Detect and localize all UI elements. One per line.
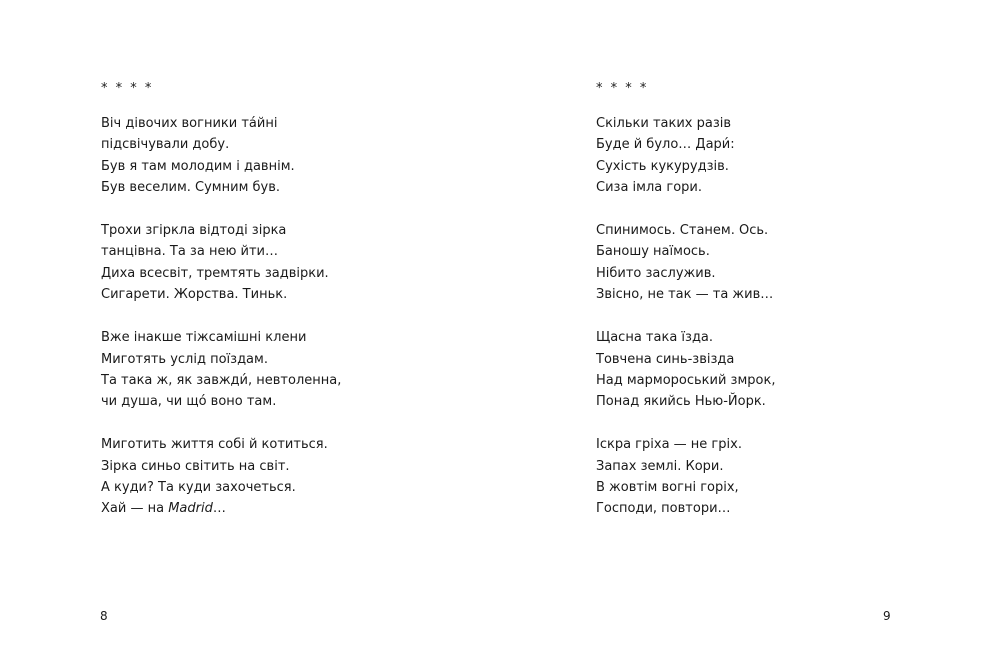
poem-line: Сигарети. Жорства. Тиньк. [101, 287, 288, 303]
poem-line: Звісно, не так — та жив… [596, 287, 774, 303]
poem-line: Зірка синьо світить на світ. [101, 458, 290, 474]
right-poem [596, 78, 775, 541]
stanza [596, 113, 775, 199]
left-poem [101, 78, 341, 541]
poem-line: Миготять услід поїздам. [101, 351, 268, 367]
poem-line: Трохи згіркла відтоді зірка [101, 223, 287, 239]
poem-line: Буде й було… Дари́: [596, 137, 735, 153]
section-mark: * * * * [596, 81, 649, 96]
poem-line: танцівна. Та за нею йти… [101, 244, 278, 260]
italic-word: Madrid [168, 501, 213, 517]
stanza [101, 434, 341, 520]
poem-line: Вже інакше тіжсамішні клени [101, 330, 307, 346]
poem-line: Сухість кукурудзів. [596, 158, 729, 174]
page-number: 8 [100, 609, 108, 623]
poem-line: Господи, повтори… [596, 501, 731, 517]
poem-line: Нібито заслужив. [596, 265, 716, 281]
poem-line: Віч дівочих вогники та́йні [101, 116, 278, 131]
line-text: Хай — на [101, 501, 169, 517]
poem-line: Баношу наїмось. [596, 244, 710, 260]
poem-line: Над мармороський змрок, [596, 372, 776, 388]
poem-line: Запах землі. Кори. [596, 458, 724, 474]
poem-line: Диха всесвіт, тремтять задвірки. [101, 265, 329, 281]
line-tail: … [212, 501, 226, 517]
poem-line: Щасна така їзда. [596, 330, 714, 346]
poem-line: Був я там молодим і давнім. [101, 158, 295, 174]
poem-line: Миготить життя собі й котиться. [101, 437, 328, 453]
page-number: 9 [883, 609, 891, 623]
stanza [101, 327, 341, 413]
poem-line-last [101, 498, 341, 519]
poem-line: Понад якийсь Нью-Йорк. [596, 394, 766, 410]
poem-line: чи душа, чи що́ воно там. [101, 394, 277, 410]
poem-line: В жовтім вогні горіх, [596, 479, 739, 495]
poem-line: Скільки таких разів [596, 116, 732, 131]
section-mark: * * * * [101, 81, 154, 96]
left-page [0, 0, 495, 672]
poem-line: Був веселим. Сумним був. [101, 180, 281, 196]
poem-line: Товчена синь-звізда [596, 351, 735, 367]
poem-line: підсвічували добу. [101, 137, 230, 153]
poem-line: Сиза імла гори. [596, 180, 702, 196]
stanza [596, 327, 775, 413]
poem-line: Та така ж, як завжди́, невтоленна, [101, 372, 342, 388]
right-page [495, 0, 991, 672]
stanza [101, 220, 341, 306]
stanza [596, 220, 775, 306]
stanza [596, 434, 775, 520]
poem-line: Спинимось. Станем. Ось. [596, 223, 769, 239]
poem-line: Іскра гріха — не гріх. [596, 437, 742, 453]
stanza [101, 113, 341, 199]
poem-line: А куди? Та куди захочеться. [101, 479, 296, 495]
